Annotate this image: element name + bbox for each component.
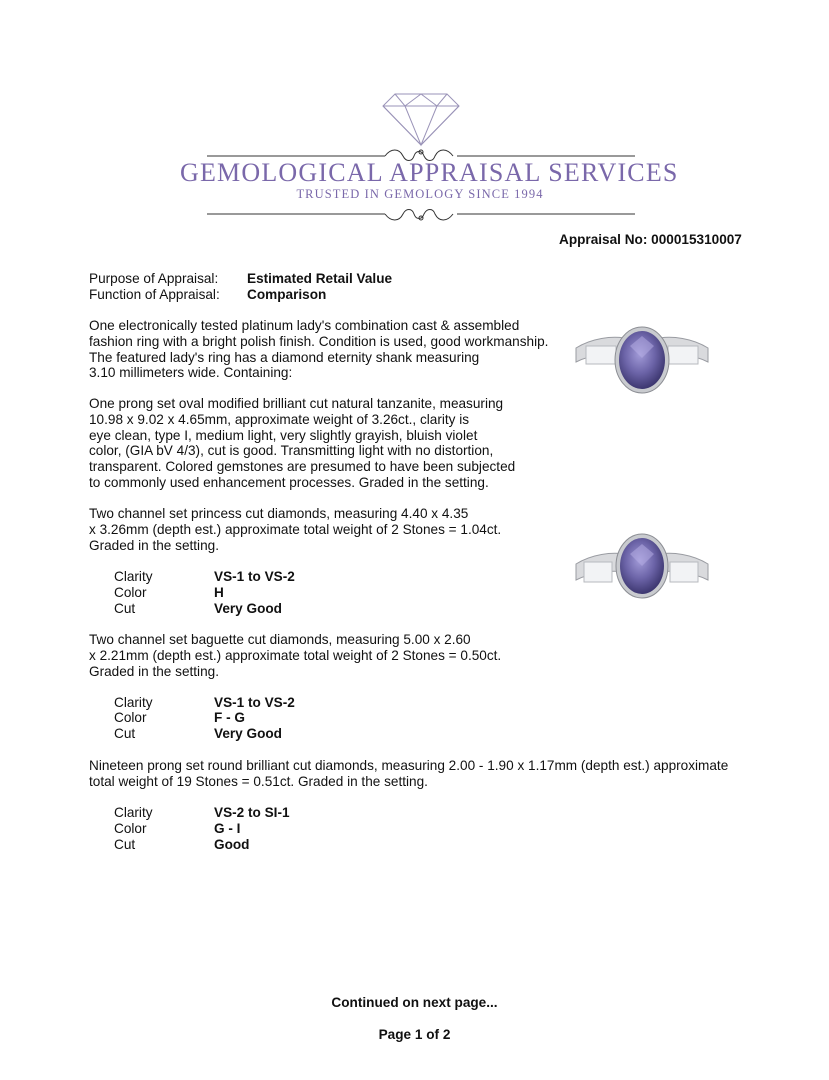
round-cut-value: Good [214, 837, 250, 852]
purpose-value: Estimated Retail Value [247, 271, 393, 286]
function-value: Comparison [247, 287, 327, 302]
baguette-color-label: Color [114, 710, 147, 725]
ring-description: One electronically tested platinum lady's combination cast & assembled fashion ring with a bright polish finish. Condition is used, good workmanship. The featured lady's ring has a diamond eternity shank measuring 3.10 millimeters wide. Containing: [89, 318, 549, 381]
round-description: Nineteen prong set round brilliant cut diamonds, measuring 2.00 - 1.90 x 1.17mm (depth est.) approximate total weight of 19 Stones = 0.51ct. Graded in the setting. [89, 758, 729, 789]
function-label: Function of Appraisal: [89, 287, 220, 302]
company-tagline: TRUSTED IN GEMOLOGY SINCE 1994 [296, 187, 544, 201]
continued-notice: Continued on next page... [331, 995, 498, 1010]
princess-clarity-label: Clarity [114, 569, 153, 584]
round-color-value: G - I [214, 821, 241, 836]
baguette-clarity-label: Clarity [114, 695, 153, 710]
ring-photo-front [572, 318, 712, 402]
princess-cut-label: Cut [114, 601, 136, 616]
purpose-label: Purpose of Appraisal: [89, 271, 219, 286]
baguette-color-value: F - G [214, 710, 245, 725]
baguette-cut-label: Cut [114, 726, 136, 741]
round-clarity-value: VS-2 to SI-1 [214, 805, 290, 820]
round-color-label: Color [114, 821, 147, 836]
round-clarity-label: Clarity [114, 805, 153, 820]
princess-description: Two channel set princess cut diamonds, measuring 4.40 x 4.35 x 3.26mm (depth est.) approximate total weight of 2 Stones = 1.04ct. Graded in the setting. [89, 506, 502, 553]
princess-cut-value: Very Good [214, 601, 282, 616]
company-name: GEMOLOGICAL APPRAISAL SERVICES [180, 158, 679, 187]
princess-clarity-value: VS-1 to VS-2 [214, 569, 295, 584]
appraisal-number: Appraisal No: 000015310007 [559, 232, 742, 247]
diamond-icon [381, 92, 461, 147]
princess-color-label: Color [114, 585, 147, 600]
page-number: Page 1 of 2 [378, 1027, 451, 1042]
princess-color-value: H [214, 585, 224, 600]
baguette-description: Two channel set baguette cut diamonds, measuring 5.00 x 2.60 x 2.21mm (depth est.) approximate total weight of 2 Stones = 0.50ct. Graded in the setting. [89, 632, 502, 679]
tanzanite-description: One prong set oval modified brilliant cut natural tanzanite, measuring 10.98 x 9.02 x 4.65mm, approximate weight of 3.26ct., clarity is eye clean, type I, medium light, very slightly grayish, bluish violet color, (GIA bV 4/3), cut is good. Transmitting light with no distortion, transparent. Colored gemstones are presumed to have been subjected to commonly used enhancement processes. Graded in the setting. [89, 396, 516, 490]
ring-photo-angle [572, 530, 712, 604]
baguette-clarity-value: VS-1 to VS-2 [214, 695, 295, 710]
baguette-cut-value: Very Good [214, 726, 282, 741]
round-cut-label: Cut [114, 837, 136, 852]
ornament-divider-bottom [207, 205, 635, 225]
